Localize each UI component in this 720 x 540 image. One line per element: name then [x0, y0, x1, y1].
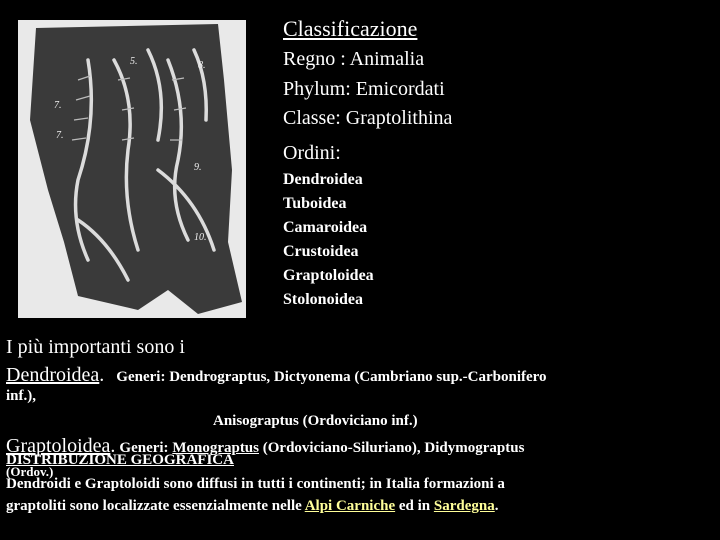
- dendroidea-dot: .: [99, 364, 105, 386]
- anisograptus-line: Anisograptus (Ordoviciano inf.): [213, 413, 418, 429]
- taxonomy-classe: Classe: Graptolithina: [283, 107, 453, 129]
- dendroidea-genera: Generi: Dendrograptus, Dictyonema (Cambriano sup.-Carbonifero: [116, 369, 547, 385]
- fossil-label-5: 7.: [56, 130, 64, 141]
- dendroidea-name: Dendroidea: [6, 364, 100, 386]
- orders-heading: Ordini:: [283, 142, 341, 164]
- graptoloidea-genera-rest: (Ordoviciano-Siluriano), Didymograptus: [259, 440, 525, 456]
- distribution-text-2-end: .: [494, 498, 499, 514]
- graptoloidea-genera-prefix: Generi:: [119, 440, 173, 456]
- taxonomy-regno: Regno : Animalia: [283, 48, 425, 70]
- ordovician-note: (Ordov.): [6, 464, 54, 479]
- page-title: Classificazione: [283, 16, 418, 41]
- order-item: Crustoidea: [283, 243, 359, 260]
- fossil-label-1: 5.: [130, 56, 138, 67]
- distribution-heading: DISTRIBUZIONE GEOGRAFICA: [6, 452, 234, 468]
- fossil-label-3: 9.: [194, 162, 202, 173]
- order-item: Camaroidea: [283, 219, 368, 236]
- order-item: Tuboidea: [283, 195, 347, 212]
- dendroidea-line: [6, 364, 547, 387]
- fossil-label-4: 7.: [54, 100, 62, 111]
- distribution-text-2-prefix: graptoliti sono localizzate essenzialmente nelle: [6, 498, 305, 514]
- distribution-text-2: [6, 498, 498, 515]
- graptoloidea-name: Graptoloidea: [6, 435, 111, 457]
- fossil-label-6: 10.: [194, 232, 207, 243]
- distribution-text-1: Dendroidi e Graptoloidi sono diffusi in tutti i continenti; in Italia formazioni a: [6, 476, 505, 492]
- order-item: Stolonoidea: [283, 291, 364, 308]
- fossil-image: [18, 20, 246, 318]
- alpi-carniche-link[interactable]: Alpi Carniche: [304, 498, 396, 514]
- rock-slab: [30, 24, 242, 314]
- monograptus-link[interactable]: Monograptus: [172, 440, 259, 456]
- fossil-label-2: 8.: [198, 60, 206, 71]
- intro-text: I più importanti sono i: [6, 336, 185, 358]
- graptolite-fossil-slab: [18, 20, 246, 318]
- taxonomy-phylum: Phylum: Emicordati: [283, 78, 445, 100]
- distribution-text-2-mid: ed in: [395, 498, 434, 514]
- graptoloidea-dot: .: [110, 435, 116, 457]
- order-item: Dendroidea: [283, 171, 363, 188]
- sardegna-link[interactable]: Sardegna: [433, 498, 495, 514]
- order-item: Graptoloidea: [283, 267, 374, 284]
- dendroidea-continuation: inf.),: [6, 388, 36, 404]
